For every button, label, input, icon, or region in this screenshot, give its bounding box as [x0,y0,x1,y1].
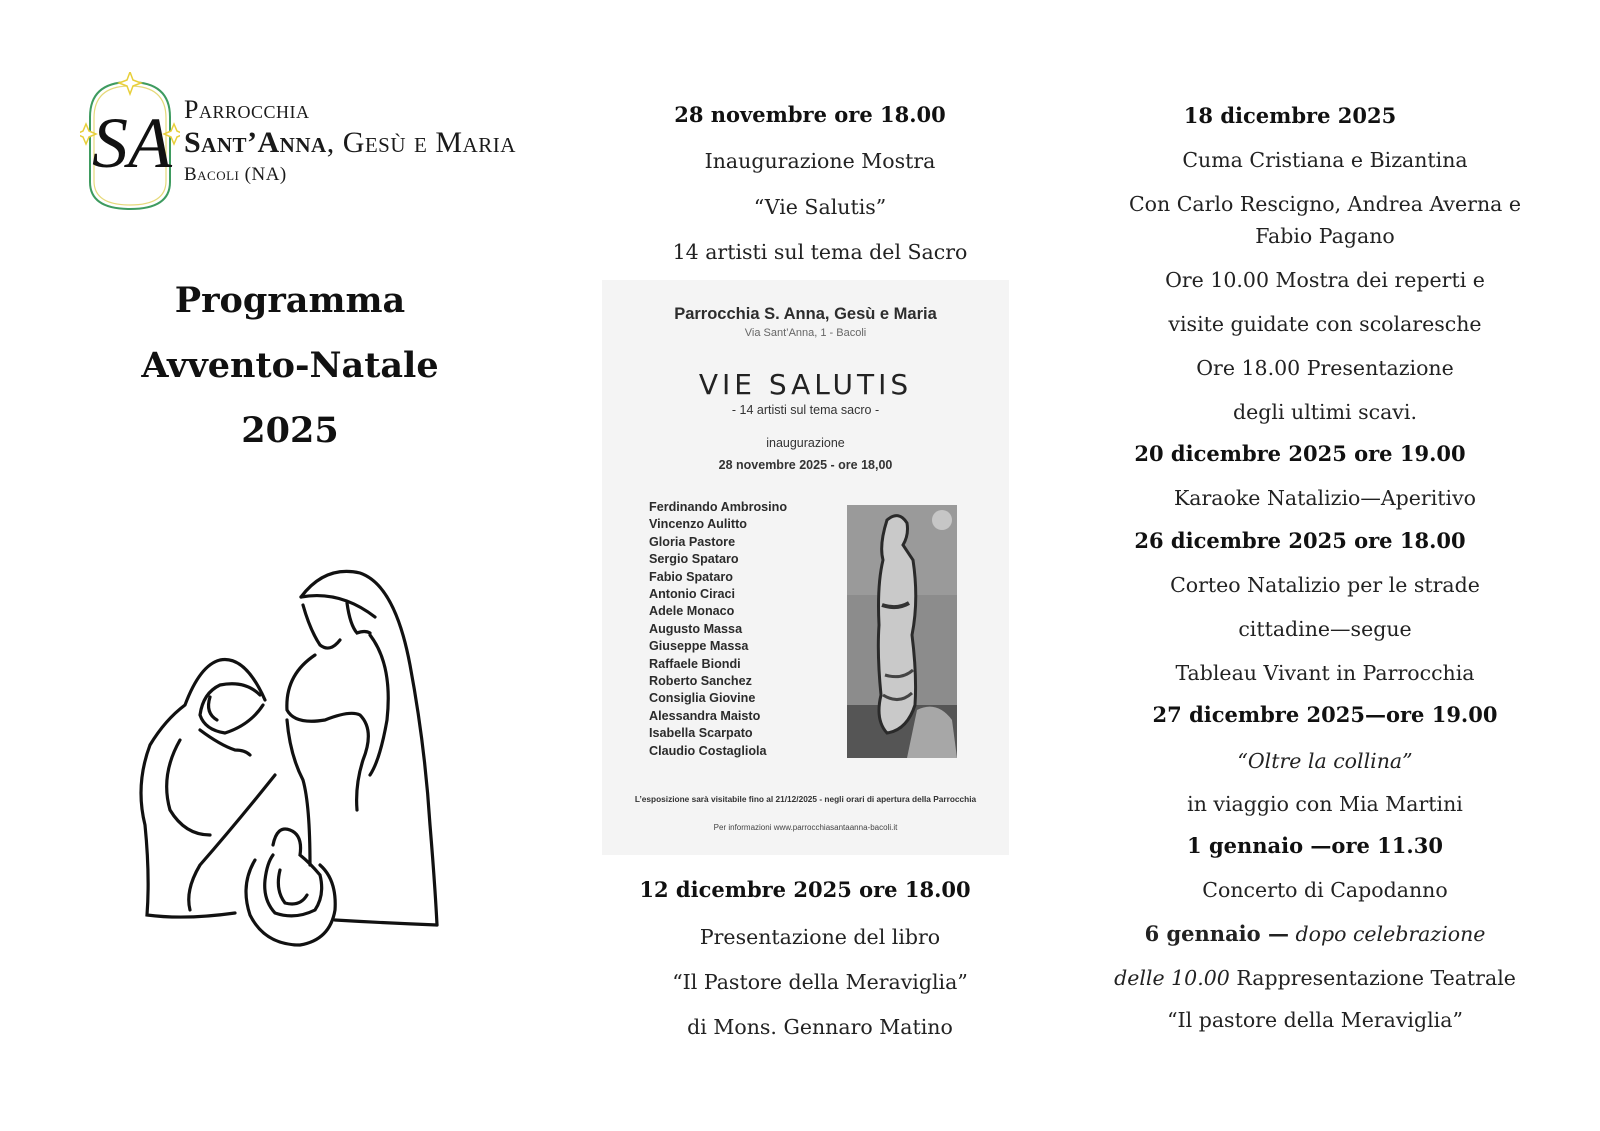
poster-painting [847,505,957,758]
parish-name-rest: , Gesù e Maria [326,126,516,159]
artist-name: Alessandra Maisto [649,708,761,723]
title-line3: 2025 [241,410,339,451]
event-line: in viaggio con Mia Martini [1187,792,1463,816]
event-heading: 26 dicembre 2025 ore 18.00 [1134,528,1466,553]
event-28-nov [610,103,1030,264]
event-line: degli ultimi scavi. [1233,400,1417,424]
event-20-dic [1100,442,1550,510]
event-line: Ore 10.00 Mostra dei reperti e [1165,268,1485,292]
artist-name: Adele Monaco [649,604,735,619]
event-heading: 20 dicembre 2025 ore 19.00 [1134,441,1466,466]
title-line1: Programma [174,280,406,321]
event-line: “Il Pastore della Meraviglia” [672,970,968,994]
artist-name: Raffaele Biondi [649,656,741,671]
event-18-dic [1100,104,1550,424]
artist-name: Giuseppe Massa [649,639,749,654]
event-6-gen [1100,922,1550,1032]
poster-inaug-date: 28 novembre 2025 - ore 18,00 [718,458,893,472]
event-heading: 28 novembre ore 18.00 [674,102,946,127]
artist-name: Fabio Spataro [649,569,733,584]
artist-name: Vincenzo Aulitto [649,517,747,532]
event-heading: 18 dicembre 2025 [1183,103,1397,128]
event-line: cittadine—segue [1238,617,1412,641]
nativity-illustration [125,545,465,955]
event-27-dic [1100,703,1550,816]
artist-name: Augusto Massa [649,621,743,636]
event-heading: 27 dicembre 2025—ore 19.00 [1152,702,1498,727]
poster-inaug-label: inaugurazione [766,436,845,450]
event-line-rest: Rappresentazione Teatrale [1236,966,1516,990]
parish-name-line2 [184,126,516,160]
event-line: Con Carlo Rescigno, Andrea Averna e [1128,192,1522,216]
event-line: “Vie Salutis” [753,195,887,219]
title-line2: Avvento-Natale [141,345,439,386]
event-line: Tableau Vivant in Parrocchia [1175,661,1475,685]
poster-address: Via Sant’Anna, 1 - Bacoli [744,327,867,339]
event-line: “Il pastore della Meraviglia” [1167,1008,1463,1032]
artist-name: Isabella Scarpato [649,726,753,741]
event-line: Concerto di Capodanno [1202,878,1448,902]
event-1-gen [1100,834,1550,902]
poster-title: VIE SALUTIS [698,368,913,401]
event-line: Presentazione del libro [699,925,941,949]
poster-artists-list [649,499,787,760]
artist-name: Ferdinando Ambrosino [649,500,788,514]
event-heading-italic: dopo celebrazione [1295,922,1486,946]
event-26-dic [1100,529,1550,685]
event-heading: 12 dicembre 2025 ore 18.00 [639,877,971,902]
artist-name: Sergio Spataro [649,552,739,567]
poster-info: Per informazioni www.parrocchiasantaanna-bacoli.it [713,823,898,832]
artist-name: Claudio Costagliola [649,743,767,758]
event-line [1080,966,1550,990]
artist-name: Gloria Pastore [649,534,736,549]
parish-location: Bacoli (NA) [184,164,287,185]
event-heading: 1 gennaio —ore 11.30 [1187,833,1443,858]
event-line: “Oltre la collina” [1237,749,1413,773]
event-line: Ore 18.00 Presentazione [1196,356,1454,380]
event-line: Corteo Natalizio per le strade [1170,573,1480,597]
event-12-dic [610,878,1030,1039]
poster-subtitle: - 14 artisti sul tema sacro - [731,403,880,417]
event-line: visite guidate con scolaresche [1168,312,1482,336]
artist-name: Roberto Sanchez [649,674,752,689]
poster-note: L’esposizione sarà visitabile fino al 21/12/2025 - negli orari di apertura della Parrocchia [634,794,977,804]
event-line: Fabio Pagano [1255,224,1395,248]
exhibition-poster [602,280,1009,855]
event-line: Karaoke Natalizio—Aperitivo [1173,486,1477,510]
event-line: Cuma Cristiana e Bizantina [1182,148,1468,172]
logo-monogram-s: SA [92,103,172,183]
parish-name-bold: Sant’Anna [184,126,327,159]
event-line: di Mons. Gennaro Matino [687,1015,953,1039]
poster-parish: Parrocchia S. Anna, Gesù e Maria [674,305,937,323]
parish-name [184,94,516,188]
artist-name: Consiglia Giovine [649,691,756,706]
event-line-italic: delle 10.00 [1114,966,1230,990]
event-heading: 6 gennaio — [1144,921,1289,946]
event-line: Inaugurazione Mostra [704,149,936,173]
event-line: 14 artisti sul tema del Sacro [672,240,968,264]
artist-name: Antonio Ciraci [649,587,736,602]
parish-logo-emblem [80,72,180,217]
event-heading-line [1080,922,1550,946]
program-title [90,268,490,463]
parish-name-line1: Parrocchia [184,95,310,124]
